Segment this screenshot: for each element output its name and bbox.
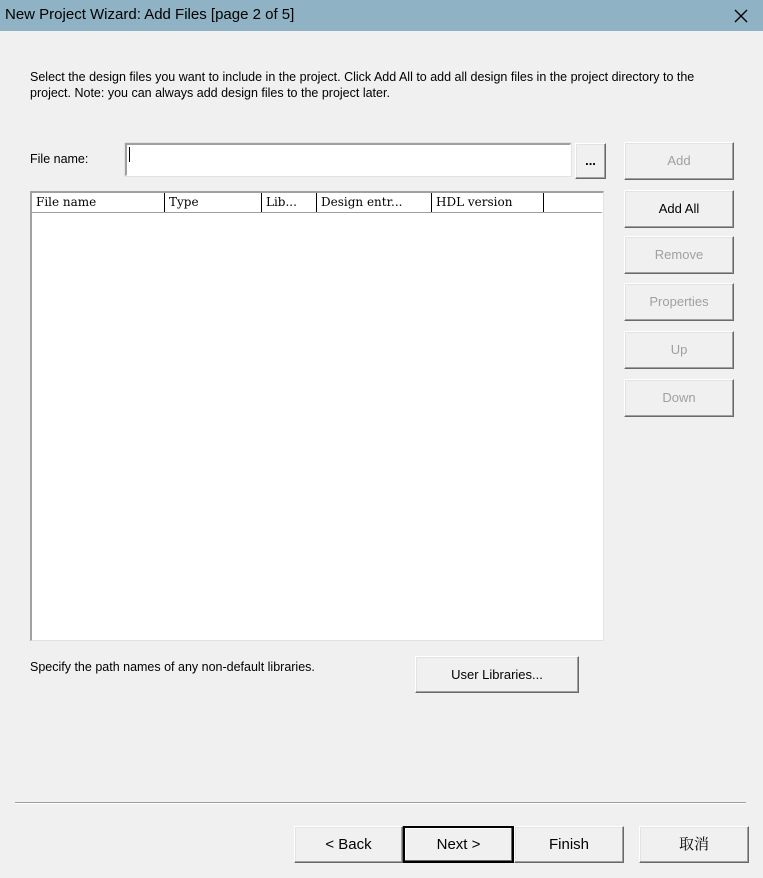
add-all-button[interactable]: Add All	[624, 190, 734, 228]
remove-button[interactable]: Remove	[624, 236, 734, 274]
cancel-button[interactable]: 取消	[639, 826, 749, 863]
next-button[interactable]: Next >	[403, 826, 514, 863]
file-list-header	[32, 193, 602, 213]
finish-button[interactable]: Finish	[514, 826, 624, 863]
title-bar	[0, 0, 763, 31]
column-header-spacer	[544, 193, 602, 212]
column-header-type[interactable]: Type	[165, 193, 262, 212]
file-name-input[interactable]	[125, 143, 571, 176]
user-libraries-button[interactable]: User Libraries...	[415, 656, 579, 693]
column-header-hdl-version[interactable]: HDL version	[432, 193, 544, 212]
column-header-library[interactable]: Lib...	[262, 193, 317, 212]
libraries-description: Specify the path names of any non-default libraries.	[30, 660, 315, 674]
properties-button[interactable]: Properties	[624, 283, 734, 321]
browse-button[interactable]: ...	[575, 143, 606, 179]
close-button[interactable]	[719, 0, 763, 31]
file-name-label: File name:	[30, 152, 89, 166]
up-button[interactable]: Up	[624, 331, 734, 369]
close-icon	[734, 9, 748, 23]
back-button[interactable]: < Back	[294, 826, 403, 863]
text-caret	[129, 147, 130, 162]
page-description: Select the design files you want to include in the project. Click Add All to add all design files in the project directory to the project. Note: you can always add design files to the project later.	[30, 70, 695, 100]
window-title: New Project Wizard: Add Files [page 2 of 5]	[5, 6, 295, 23]
column-header-design-entry[interactable]: Design entr...	[317, 193, 432, 212]
footer-divider	[15, 802, 746, 804]
file-list[interactable]	[30, 191, 604, 641]
column-header-file-name[interactable]: File name	[32, 193, 165, 212]
add-button[interactable]: Add	[624, 142, 734, 180]
down-button[interactable]: Down	[624, 379, 734, 417]
